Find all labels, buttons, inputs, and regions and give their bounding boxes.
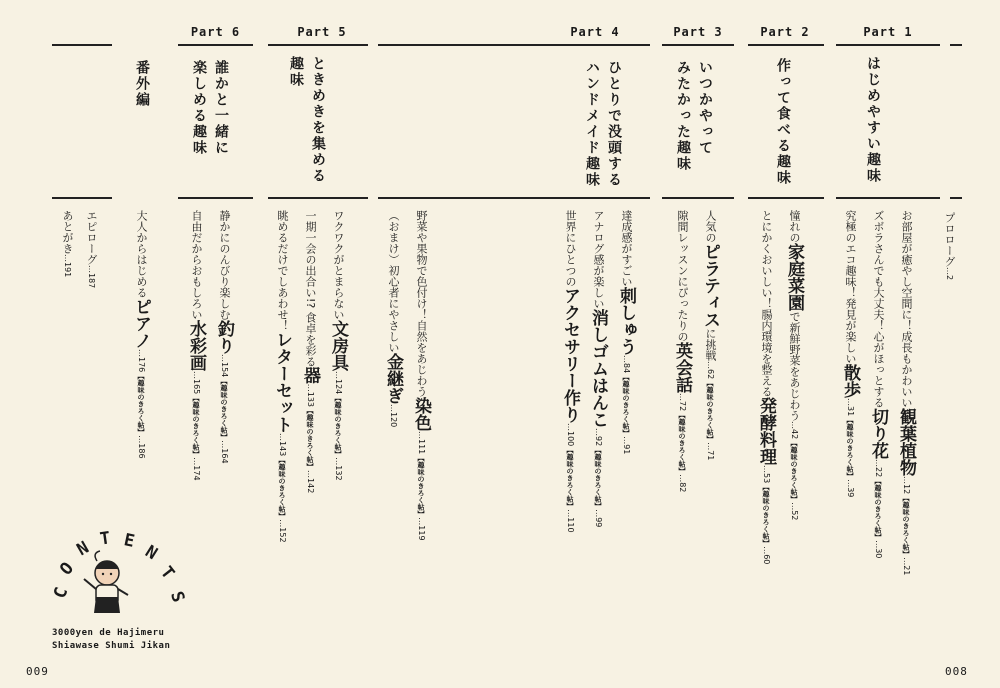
epilogue-text: エピローグ <box>85 210 98 265</box>
entry-text: ワクワクがとまらない <box>332 210 345 320</box>
entry-title: アクセサリー作り <box>560 287 580 423</box>
entry-text: 憧れの <box>788 210 801 243</box>
toc-entry-fishing[interactable] <box>215 210 232 464</box>
logo-letter-n2: N <box>141 541 161 565</box>
entry-note: 【趣味のきろく帖】 <box>762 483 770 547</box>
entry-note-page: …91 <box>622 436 631 455</box>
entry-note: 【趣味のきろく帖】 <box>334 394 342 458</box>
prologue-text: プロローグ <box>943 212 956 267</box>
prologue-page: …2 <box>945 267 954 281</box>
entry-title: 英会話 <box>672 342 692 393</box>
entry-text: アナログ感が楽しい <box>592 210 605 309</box>
entry-note-page: …82 <box>678 474 687 493</box>
entry-page: …22 <box>874 459 883 478</box>
entry-note-page: …52 <box>790 502 799 521</box>
entry-title: 家庭菜園 <box>784 243 804 311</box>
rule-part-3-low <box>662 197 734 199</box>
entry-text: 眺めるだけでしあわせ！ <box>276 210 289 331</box>
part-3-title-line-2: みたかった趣味 <box>675 60 691 172</box>
entry-note: 【趣味のきろく帖】 <box>306 407 314 471</box>
entry-text: とにかくおいしい！腸内環境を整える <box>760 210 773 397</box>
entry-page: …100 <box>566 423 575 447</box>
entry-note-page: …110 <box>566 509 575 533</box>
entry-note-page: …174 <box>192 457 201 481</box>
prologue-entry[interactable] <box>944 212 955 280</box>
page-number-right: 008 <box>945 665 968 678</box>
entry-note-page: …164 <box>220 440 229 464</box>
part-2-label: Part 2 <box>760 25 810 39</box>
entry-title: 刺しゅう <box>616 287 636 355</box>
entry-note: 【趣味のきろく帖】 <box>278 456 286 520</box>
entry-text: 自由だからおもしろい <box>190 210 203 320</box>
afterword-page: …191 <box>63 254 72 278</box>
entry-page: …31 <box>846 398 855 417</box>
entry-note: 【趣味のきろく帖】 <box>678 411 686 475</box>
logo-letter-s: S <box>166 589 189 605</box>
toc-entry-epilogue[interactable] <box>86 210 97 288</box>
entry-note-page: …39 <box>846 479 855 498</box>
afterword-text: あとがき <box>61 210 74 254</box>
entry-text: 野菜や果物で色付け！自然をあじわう <box>415 210 428 397</box>
entry-page: …12 <box>902 476 911 495</box>
entry-text: 一期一会の出合い!? 食卓を彩る <box>304 210 317 367</box>
toc-entry-piano[interactable] <box>132 210 149 459</box>
page-number-left: 009 <box>26 665 49 678</box>
logo-letter-t2: T <box>156 562 179 584</box>
entry-title: 観葉植物 <box>896 408 916 476</box>
entry-note-page: …60 <box>762 546 771 565</box>
entry-page: …143 <box>278 433 287 457</box>
part-5-label: Part 5 <box>297 25 347 39</box>
toc-entry-cut-flowers[interactable] <box>869 210 886 558</box>
rule-part-3 <box>662 44 734 46</box>
part-5-title-line-1: ときめきを集める <box>310 56 326 184</box>
entry-page: …62 <box>706 361 715 380</box>
extra-title: 番外編 <box>134 60 150 108</box>
entry-text: （おまけ）初心者にやさしい <box>387 210 400 353</box>
entry-note-page: …186 <box>137 435 146 459</box>
entry-text-2: に挑戦 <box>704 328 717 361</box>
toc-entry-watercolor[interactable] <box>187 210 204 481</box>
rule-part-5 <box>268 44 368 46</box>
entry-page: …72 <box>678 393 687 412</box>
rule-extra <box>52 44 112 46</box>
entry-title: 発酵料理 <box>756 397 776 465</box>
entry-title: 消しゴムはんこ <box>588 309 608 428</box>
logo-subtitle-2: Shiawase Shumi Jikan <box>52 641 171 651</box>
contents-logo <box>49 525 202 625</box>
entry-note: 【趣味のきろく帖】 <box>874 477 882 541</box>
entry-page: …111 <box>417 431 426 455</box>
entry-text: 世界にひとつの <box>564 210 577 287</box>
entry-note: 【趣味のきろく帖】 <box>622 373 630 437</box>
part-4-title-line-2: ハンドメイド趣味 <box>584 60 600 188</box>
entry-title: 水彩画 <box>186 320 206 371</box>
entry-text: 隙間レッスンにぴったりの <box>676 210 689 342</box>
entry-title: 切り花 <box>868 408 888 459</box>
entry-note: 【趣味のきろく帖】 <box>192 394 200 458</box>
entry-page: …133 <box>306 383 315 408</box>
rule-part-4 <box>378 44 650 46</box>
rule-extra-low <box>52 197 112 199</box>
part-4-title-line-1: ひとりで没頭する <box>606 60 622 188</box>
toc-entry-tableware[interactable] <box>301 210 318 493</box>
part-3-label: Part 3 <box>673 25 723 39</box>
entry-title: 文房具 <box>328 320 348 371</box>
entry-text: 達成感がすごい <box>620 210 633 287</box>
entry-text: 大人からはじめる <box>135 210 148 298</box>
part-5-title-line-2: 趣味 <box>288 56 304 88</box>
entry-note: 【趣味のきろく帖】 <box>846 416 854 480</box>
entry-title: 釣り <box>214 320 234 354</box>
rule-prologue-low <box>950 197 962 199</box>
entry-text: 究極のエコ趣味！発見が楽しい <box>844 210 857 364</box>
entry-title: レターセット <box>272 331 292 433</box>
entry-page: …53 <box>762 465 771 484</box>
toc-entry-letter-set[interactable] <box>273 210 290 543</box>
toc-entry-fermented-food[interactable] <box>757 210 774 564</box>
entry-text: ズボラさんでも大丈夫！心がほっとする <box>872 210 885 408</box>
rule-part-1-low <box>836 197 940 199</box>
entry-note-page: …152 <box>278 519 287 543</box>
rule-part-6 <box>178 44 253 46</box>
entry-note: 【趣味のきろく帖】 <box>566 446 574 510</box>
toc-entry-afterword[interactable] <box>62 210 73 277</box>
toc-entry-walking[interactable] <box>841 210 858 497</box>
rule-prologue <box>950 44 962 46</box>
entry-note-page: …71 <box>706 442 715 461</box>
entry-title: ピラティス <box>700 243 720 328</box>
entry-text: 静かにのんびり楽しむ <box>218 210 231 320</box>
entry-text: お部屋が癒やし空間に！成長もかわいい <box>900 210 913 408</box>
part-1-label: Part 1 <box>863 25 913 39</box>
toc-entry-home-garden[interactable] <box>785 210 802 520</box>
entry-note: 【趣味のきろく帖】 <box>220 377 228 441</box>
entry-page: …165 <box>192 371 201 395</box>
entry-note: 【趣味のきろく帖】 <box>417 454 425 518</box>
entry-note: 【趣味のきろく帖】 <box>902 494 910 558</box>
entry-title: 染色 <box>411 397 431 431</box>
logo-letter-o: O <box>56 558 79 580</box>
rule-part-4-low <box>378 197 650 199</box>
toc-entry-eraser-stamp[interactable] <box>589 210 606 527</box>
toc-entry-kintsugi[interactable] <box>384 210 401 427</box>
logo-letter-c: C <box>49 584 73 602</box>
rule-part-5-low <box>268 197 368 199</box>
toc-entry-accessory[interactable] <box>561 210 578 533</box>
logo-letter-t: T <box>98 528 112 550</box>
entry-page: …92 <box>594 428 603 447</box>
entry-page: …154 <box>220 354 229 378</box>
entry-note: 【趣味のきろく帖】 <box>790 439 798 503</box>
logo-subtitle-1: 3000yen de Hajimeru <box>52 628 165 638</box>
entry-page: …42 <box>790 421 799 440</box>
toc-entry-houseplants[interactable] <box>897 210 914 575</box>
part-6-title-line-2: 楽しめる趣味 <box>191 60 207 156</box>
toc-entry-dyeing[interactable] <box>412 210 429 541</box>
rule-part-2-low <box>748 197 824 199</box>
entry-note: 【趣味のきろく帖】 <box>137 372 145 436</box>
part-6-label: Part 6 <box>190 25 241 39</box>
part-1-title: はじめやすい趣味 <box>865 56 881 184</box>
toc-entry-english[interactable] <box>673 210 690 492</box>
entry-note-page: …21 <box>902 557 911 576</box>
logo-letter-e: E <box>122 530 137 552</box>
part-3-title-line-1: いつかやって <box>697 60 713 156</box>
entry-text-2: で新鮮野菜をあじわう <box>788 311 801 421</box>
entry-note-page: …142 <box>306 470 315 494</box>
entry-note: 【趣味のきろく帖】 <box>706 379 714 443</box>
entry-page: …84 <box>622 355 631 374</box>
part-6-title-line-1: 誰かと一緒に <box>213 60 229 156</box>
toc-entry-stationery[interactable] <box>329 210 346 481</box>
logo-letter-n: N <box>73 537 93 561</box>
part-4-label: Part 4 <box>570 25 620 39</box>
entry-note-page: …30 <box>874 540 883 559</box>
rule-part-1 <box>836 44 940 46</box>
entry-note-page: …119 <box>417 517 426 541</box>
rule-part-6-low <box>178 197 253 199</box>
epilogue-page: …187 <box>87 265 96 289</box>
rule-part-2 <box>748 44 824 46</box>
toc-entry-pilates[interactable] <box>701 210 718 460</box>
entry-page: …120 <box>389 404 398 428</box>
entry-page: …124 <box>334 371 343 395</box>
entry-title: 散歩 <box>840 364 860 398</box>
entry-note-page: …132 <box>334 457 343 481</box>
entry-note-page: …99 <box>594 509 603 528</box>
part-2-title: 作って食べる趣味 <box>775 58 791 186</box>
entry-title: ピアノ <box>131 298 151 349</box>
entry-text: 人気の <box>704 210 717 243</box>
entry-title: 金継ぎ <box>383 353 403 404</box>
entry-title: 器 <box>300 366 320 384</box>
entry-note: 【趣味のきろく帖】 <box>594 446 602 510</box>
entry-page: …176 <box>137 349 146 373</box>
toc-entry-embroidery[interactable] <box>617 210 634 454</box>
